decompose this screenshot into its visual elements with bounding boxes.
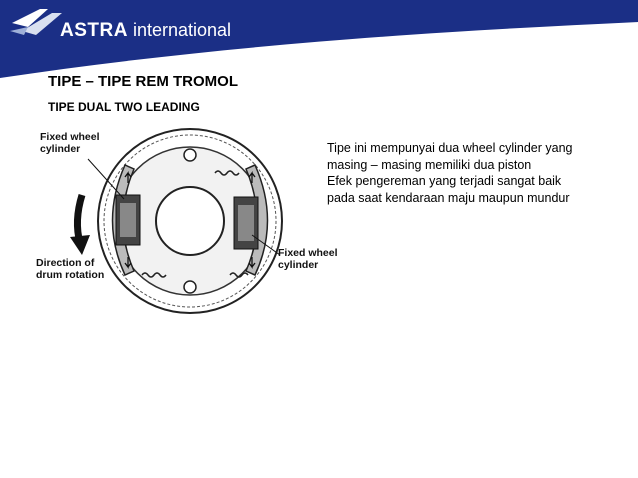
hub-hole — [156, 187, 224, 255]
body-line: Efek pengereman yang terjadi sangat baik — [327, 174, 562, 188]
label-direction-of-rotation — [36, 257, 104, 281]
body-line: pada saat kendaraan maju maupun mundur — [327, 190, 570, 205]
label-line: drum rotation — [36, 269, 105, 281]
mount-hole-bottom — [184, 281, 196, 293]
slide-body-text — [327, 140, 627, 206]
brand-logo — [60, 20, 231, 42]
leader-line-top-left — [88, 159, 124, 199]
slide-subtitle: TIPE DUAL TWO LEADING — [48, 100, 200, 114]
label-line: cylinder — [278, 259, 319, 271]
slide-title: TIPE – TIPE REM TROMOL — [48, 73, 239, 90]
right-cylinder-piston — [238, 205, 254, 241]
label-line: Fixed wheel — [40, 131, 100, 143]
brand-name-bold: ASTRA — [60, 20, 128, 41]
label-fixed-wheel-cylinder-top — [40, 131, 100, 155]
brand-name-light: international — [132, 20, 232, 40]
brake-drum-illustration — [30, 125, 350, 325]
label-line: Fixed wheel — [278, 247, 338, 259]
rotation-arrow-shaft — [77, 195, 82, 243]
label-line: Direction of — [36, 257, 95, 269]
mount-hole-top — [184, 149, 196, 161]
rotation-arrow-head — [70, 235, 90, 255]
left-cylinder-piston — [120, 203, 136, 237]
brake-drum-diagram — [30, 125, 350, 325]
body-line: Tipe ini mempunyai dua wheel cylinder yang — [327, 141, 573, 155]
label-fixed-wheel-cylinder-right — [278, 247, 338, 271]
astra-logo-icon — [8, 5, 68, 45]
header-banner — [0, 0, 638, 80]
label-line: cylinder — [40, 143, 81, 155]
body-line: masing – masing memiliki dua piston — [327, 157, 532, 172]
